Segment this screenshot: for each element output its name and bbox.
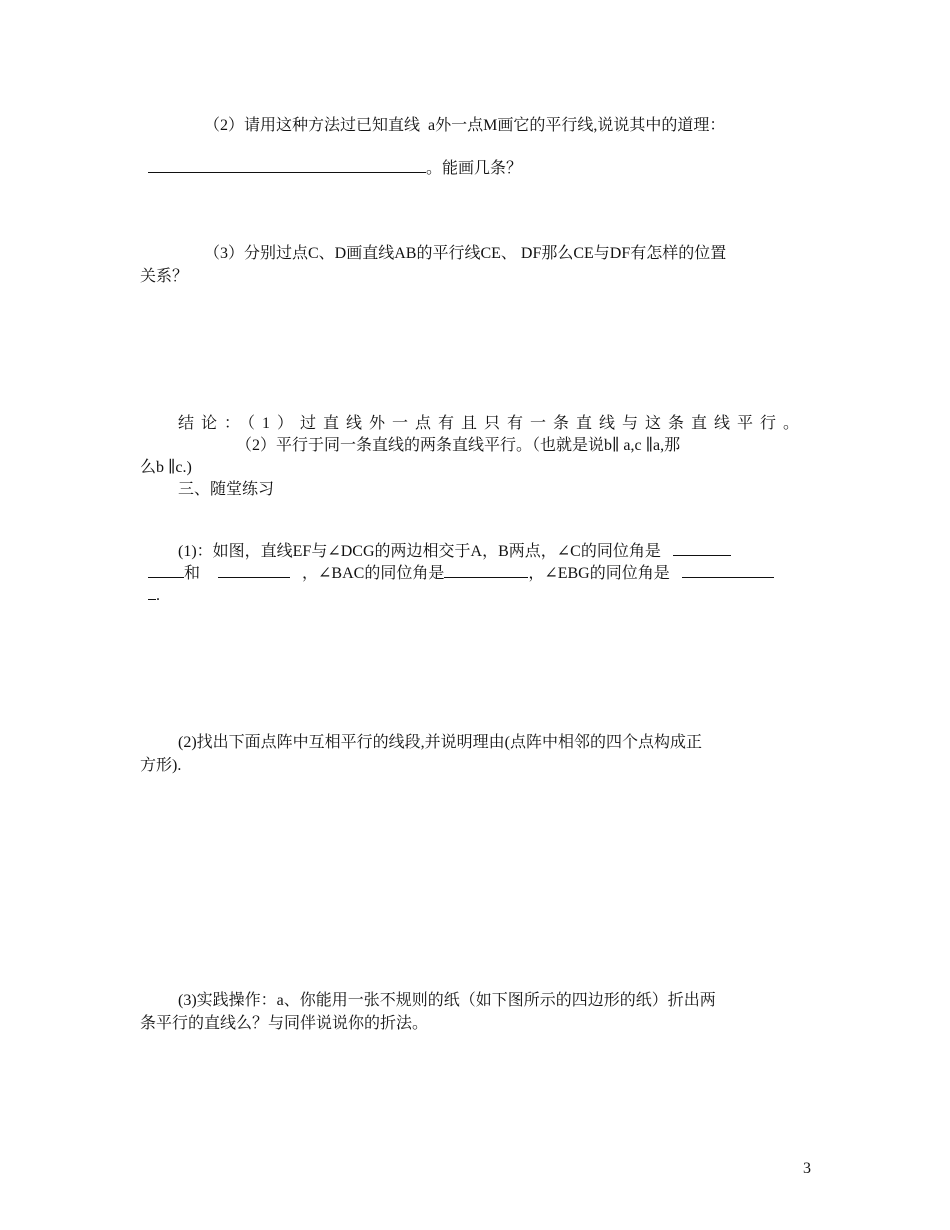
ex1-line2-bac: ，∠BAC的同位角是: [302, 565, 445, 582]
conclusion-line2: （2）平行于同一条直线的两条直线平行。（也就是说b∥ a,c ∥a,那: [236, 437, 681, 454]
answer-blank: [148, 158, 426, 173]
section-heading: 三、随堂练习: [178, 481, 275, 498]
ex2-line2: 方形).: [140, 757, 182, 774]
q2-line2: [140, 138, 810, 179]
ex1-line3-end: .: [156, 587, 160, 604]
q2-line1: （2）请用这种方法过已知直线 a外一点M画它的平行线,说说其中的道理：: [204, 117, 726, 134]
conclusion-line1: 结论：（1）过直线外一点有且只有一条直线与这条直线平行。: [178, 415, 807, 432]
page-number: 3: [803, 1160, 811, 1177]
ex2-line1: (2)找出下面点阵中互相平行的线段,并说明理由(点阵中相邻的四个点构成正: [178, 734, 702, 751]
ex1-line1-text: (1)：如图，直线EF与∠DCG的两边相交于A，B两点，∠C的同位角是: [178, 543, 661, 560]
answer-blank: [148, 585, 156, 600]
ex1-line2-ebg: ，∠EBG的同位角是: [528, 565, 670, 582]
ex3-line1: (3)实践操作：a、你能用一张不规则的纸（如下图所示的四边形的纸）折出两: [178, 992, 716, 1009]
conclusion-line3: 么b ∥c.): [140, 459, 192, 476]
ex1-line2-and: 和: [184, 565, 201, 582]
ex3-line2: 条平行的直线么？与同伴说说你的折法。: [140, 1015, 429, 1032]
ex1-line3: [140, 565, 810, 606]
q3-line2: 关系？: [140, 268, 189, 285]
q3-line1: （3）分别过点C、D画直线AB的平行线CE、 DF那么CE与DF有怎样的位置: [204, 245, 727, 262]
q2-line2-suffix: 。能画几条？: [426, 160, 523, 177]
